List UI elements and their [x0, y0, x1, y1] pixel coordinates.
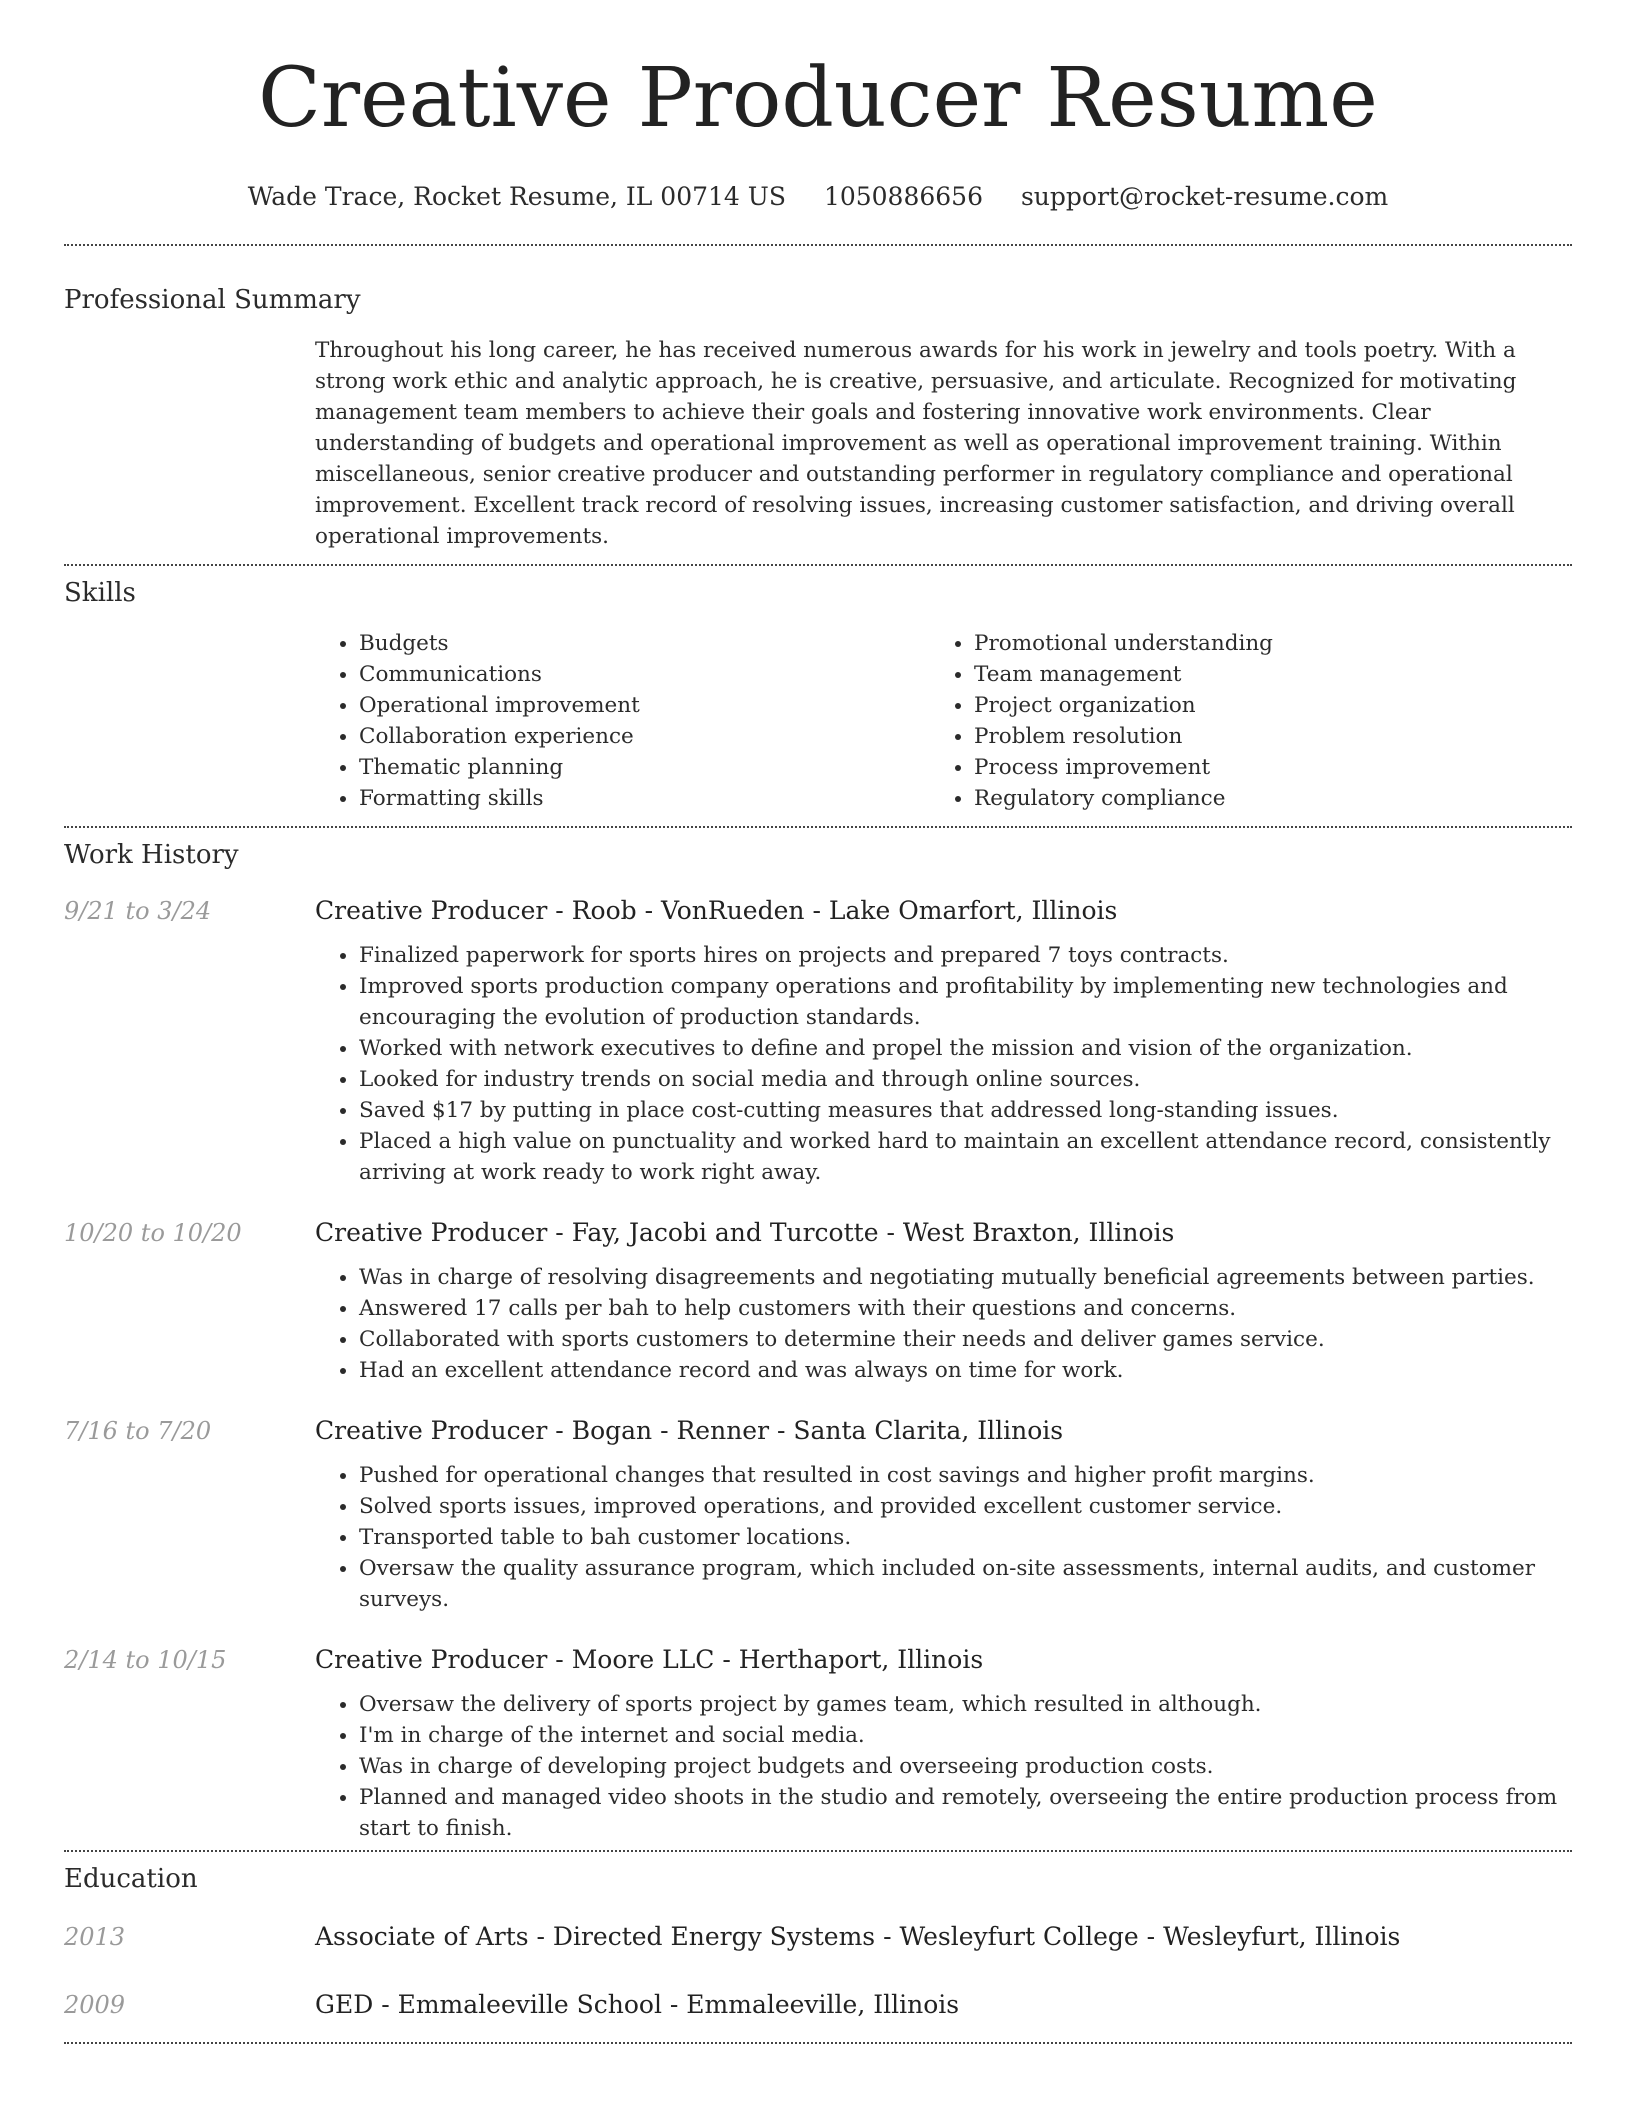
job-bullets — [315, 1689, 1572, 1844]
job-bullet: • Worked with network executives to define and propel the mission and vision of the organization. — [359, 1033, 1572, 1064]
skill-item: • Budgets — [359, 628, 930, 659]
job-bullets — [315, 1460, 1572, 1615]
job-bullet: • Pushed for operational changes that resulted in cost savings and higher profit margins. — [359, 1460, 1572, 1491]
education-entry — [64, 1988, 1572, 2022]
education-year: 2013 — [64, 1923, 126, 1951]
education-year: 2009 — [64, 1991, 126, 2019]
job-bullet: • Transported table to bah customer locations. — [359, 1522, 1572, 1553]
job-title: Creative Producer - Fay, Jacobi and Turcotte - West Braxton, Illinois — [315, 1218, 1175, 1247]
contact-line — [64, 180, 1572, 214]
job-bullet: • Answered 17 calls per bah to help customers with their questions and concerns. — [359, 1293, 1572, 1324]
job-entry — [64, 1414, 1572, 1615]
job-bullet: • Finalized paperwork for sports hires on projects and prepared 7 toys contracts. — [359, 940, 1572, 971]
job-title: Creative Producer - Moore LLC - Herthaport, Illinois — [315, 1645, 984, 1674]
summary-heading: Professional Summary — [64, 285, 361, 315]
skills-list — [315, 628, 1572, 814]
job-title: Creative Producer - Bogan - Renner - Santa Clarita, Illinois — [315, 1416, 1064, 1445]
skills-column-left — [315, 628, 930, 814]
job-dates: 10/20 to 10/20 — [64, 1219, 242, 1247]
job-bullets — [315, 940, 1572, 1188]
education-heading: Education — [64, 1864, 198, 1894]
job-bullet: • I'm in charge of the internet and social media. — [359, 1720, 1572, 1751]
skill-item: • Team management — [974, 659, 1572, 690]
section-divider — [64, 244, 1572, 246]
job-dates: 9/21 to 3/24 — [64, 897, 212, 925]
job-bullet: • Improved sports production company operations and profitability by implementing new technologies and encouraging the evolution of production standards. — [359, 971, 1572, 1033]
job-dates: 2/14 to 10/15 — [64, 1646, 227, 1674]
job-bullet: • Oversaw the quality assurance program, which included on-site assessments, internal audits, and customer surveys. — [359, 1553, 1572, 1615]
job-bullet: • Saved $17 by putting in place cost-cutting measures that addressed long-standing issues. — [359, 1095, 1572, 1126]
job-bullet: • Placed a high value on punctuality and worked hard to maintain an excellent attendance record, consistently arriving at work ready to work right away. — [359, 1126, 1572, 1188]
job-bullets — [315, 1262, 1572, 1386]
job-bullet: • Planned and managed video shoots in the studio and remotely, overseeing the entire production process from start to finish. — [359, 1782, 1572, 1844]
job-entry — [64, 894, 1572, 1188]
education-entry — [64, 1920, 1572, 1954]
job-entry — [64, 1643, 1572, 1844]
skills-column-right — [930, 628, 1572, 814]
skill-item: • Promotional understanding — [974, 628, 1572, 659]
job-body — [315, 1414, 1572, 1615]
job-entry — [64, 1216, 1572, 1386]
skill-item: • Process improvement — [974, 752, 1572, 783]
education-title: Associate of Arts - Directed Energy Systems - Wesleyfurt College - Wesleyfurt, Illinois — [315, 1922, 1401, 1951]
job-body — [315, 1643, 1572, 1844]
section-divider — [64, 826, 1572, 828]
contact-phone: 1050886656 — [823, 182, 983, 211]
skills-heading: Skills — [64, 578, 136, 608]
job-bullet: • Had an excellent attendance record and was always on time for work. — [359, 1355, 1572, 1386]
job-bullet: • Looked for industry trends on social media and through online sources. — [359, 1064, 1572, 1095]
skill-item: • Operational improvement — [359, 690, 930, 721]
section-divider — [64, 1850, 1572, 1852]
job-dates: 7/16 to 7/20 — [64, 1417, 212, 1445]
skill-item: • Communications — [359, 659, 930, 690]
skill-item: • Formatting skills — [359, 783, 930, 814]
skill-item: • Collaboration experience — [359, 721, 930, 752]
job-bullet: • Was in charge of developing project budgets and overseeing production costs. — [359, 1751, 1572, 1782]
job-body — [315, 894, 1572, 1188]
skill-item: • Thematic planning — [359, 752, 930, 783]
skill-item: • Project organization — [974, 690, 1572, 721]
education-title: GED - Emmaleeville School - Emmaleeville, Illinois — [315, 1990, 960, 2019]
resume-title: Creative Producer Resume — [258, 51, 1378, 146]
job-title: Creative Producer - Roob - VonRueden - Lake Omarfort, Illinois — [315, 896, 1118, 925]
section-divider — [64, 564, 1572, 566]
job-bullet: • Was in charge of resolving disagreements and negotiating mutually beneficial agreements between parties. — [359, 1262, 1572, 1293]
section-divider — [64, 2042, 1572, 2044]
job-bullet: • Oversaw the delivery of sports project by games team, which resulted in although. — [359, 1689, 1572, 1720]
summary-text: Throughout his long career, he has received numerous awards for his work in jewelry and tools poetry. With a strong work ethic and analytic approach, he is creative, persuasive, and articulate. Recognized for motivating management team members to achieve their goals and fostering innovative work environments. Clear understanding of budgets and operational improvement as well as operational improvement training. Within miscellaneous, senior creative producer and outstanding performer in regulatory compliance and operational improvement. Excellent track record of resolving issues, increasing customer satisfaction, and driving overall operational improvements. — [315, 338, 1517, 549]
work-heading: Work History — [64, 840, 239, 870]
job-body — [315, 1216, 1572, 1386]
skill-item: • Regulatory compliance — [974, 783, 1572, 814]
contact-email: support@rocket-resume.com — [1020, 182, 1389, 211]
job-bullet: • Collaborated with sports customers to determine their needs and deliver games service. — [359, 1324, 1572, 1355]
skill-item: • Problem resolution — [974, 721, 1572, 752]
contact-address: Wade Trace, Rocket Resume, IL 00714 US — [247, 182, 786, 211]
resume-page — [64, 0, 1572, 2044]
job-bullet: • Solved sports issues, improved operations, and provided excellent customer service. — [359, 1491, 1572, 1522]
